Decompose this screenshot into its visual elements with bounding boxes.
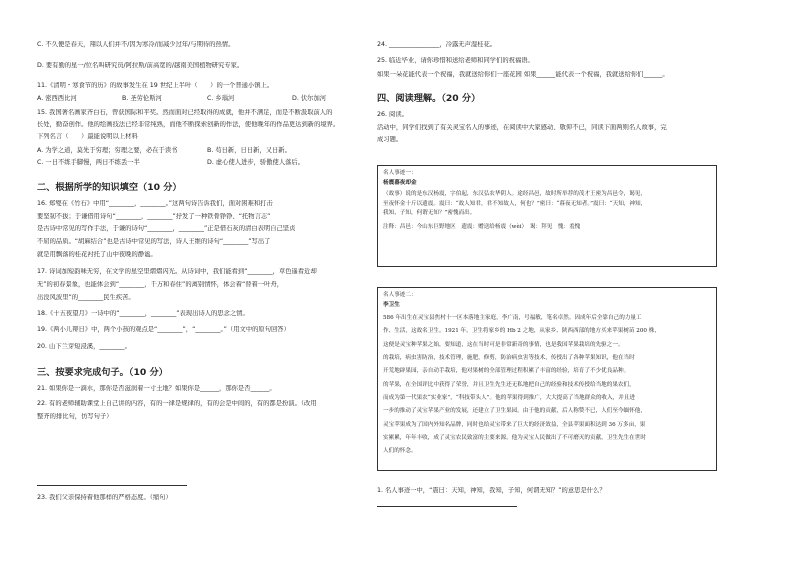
question-21: 21. 如果你是一滴水，那你是否滋润着一寸土地？如果你是______，那你是否______。 — [37, 385, 276, 393]
intro-line2: 成习题。 — [377, 136, 403, 144]
q11-option-d[interactable]: D. 伏尔加河 — [292, 95, 327, 103]
q11-option-a[interactable]: A. 密西西比河 — [37, 95, 77, 103]
q11-option-b[interactable]: B. 圣劳伦斯河 — [122, 95, 162, 103]
question-25-blank: 如果一朵花能代表一个祝福，我就送给你们一座花园 如果______能代表一个祝福，我就送给你们______。 — [377, 70, 669, 78]
story1-line3: 我知，子知，何谓无知？”密愧而出。 — [383, 210, 476, 217]
question-20: 20. 山下兰芽短浸溪，________。 — [37, 342, 131, 350]
q16-line5: 就是用飘落的桂花衬托了山中夜晚的静谧。 — [37, 251, 157, 259]
story2-line10: 实累累，年年丰收，成了灵宝农民致富的主要来源，他为灵宝人民做出了不可磨灭的贡献，卫生先生在世时 — [383, 434, 646, 441]
question-15-prompt: 下列名言（ ）最能说明以上材料 — [37, 133, 138, 141]
question-24: 24. ________________，冷露无声湿桂花。 — [377, 41, 497, 48]
option-d-line: D. 要有勤的星一/位名叫研究员/阿拉斯/前高宽的/越南美国植物研究专家。 — [37, 62, 244, 70]
story-box-1 — [377, 165, 717, 267]
story2-line6: 的苹果，在全国评比中获得了荣誉，并且卫生先生还无私地把自己的经验和技术传授给当地的果农们， — [383, 381, 635, 388]
q16-line1: 16. 郑燮在《竹石》中用“________，________。”这两句诗告诉我们，面对困难和打击 — [37, 199, 273, 207]
answer-line-22[interactable] — [37, 485, 187, 486]
q17-line2: 无”的初春景象，也能体会到“________，千万和春住”的离别情怀，体会着“替着一叶舟， — [37, 280, 284, 288]
q17-line1: 17. 诗词加短韵味无穷，在文学的星空里熠熠闪光。从诗词中，我们能看到“________，草色遥看近却 — [37, 267, 317, 275]
story1-title: 杨震暮夜却金 — [383, 179, 417, 186]
q11-options — [37, 95, 377, 103]
story2-line4: 的栽培，病虫害防治，技术管理，施肥，修剪，防治病虫害等技术，传授出了各种苹果知识，他在当时 — [383, 355, 635, 362]
q16-line3: 是古诗中常见的写作手法，于谦的诗句“________，________”正是借石灰的清白表明自己坚贞 — [37, 225, 296, 233]
q15-option-d[interactable]: D. 虚心使人进步，骄傲使人落后。 — [207, 159, 305, 167]
story-box-2 — [377, 287, 717, 471]
q16-line2: 要坚韧不拔；于谦借用诗句“________，________”抒发了一种铁骨铮铮、“托物言志” — [37, 212, 271, 220]
question-26-title: 26. 阅读。 — [377, 111, 408, 119]
q15-option-a[interactable]: A. 为学之道，莫先于穷理；穷理之要，必在于读书 — [37, 146, 178, 154]
answer-line-1[interactable] — [377, 506, 517, 507]
q15-option-b[interactable]: B. 苟日新，日日新，又日新。 — [207, 146, 291, 154]
story1-line1: （故事）说的是东汉杨震，字伯起，东汉弘农华阴人。途经昌邑，故时所举荐的茂才王密为昌邑令，谒见， — [383, 191, 646, 198]
story1-heading: 名人事迹一： — [383, 170, 417, 176]
question-11: 11.《清明・寒食节的历》的故事发生在 19 世纪上半叶（ ）的一个普通小镇上。 — [37, 81, 274, 89]
question-19: 19.《两小儿辩日》中，两个小孩的观点是“________”，“________。”（用文中的原句回答） — [37, 326, 290, 334]
story2-title: 李卫生 — [383, 301, 400, 308]
section-4-title: 四、阅读理解。（20 分） — [377, 93, 481, 105]
reading-question-1: 1. 名人事迹一中，“震曰：天知，神知，我知，子知，何谓无知？”的意思是什么？ — [377, 487, 606, 494]
story2-line5: 开荒地辟果园，亲自动手栽培，他对果树的全部管理过程积累了丰富的经验，培育了不少优良品种。 — [383, 368, 630, 375]
story2-line11: 人们的怀念。 — [383, 448, 417, 455]
story2-line9: 灵宝苹果成为了国内外知名品牌，同时也给灵宝带来了巨大的经济效益，全县苹果面积达到 36 万多亩，果 — [383, 421, 646, 428]
intro-line1: 活动中，同学们找到了有关灵宝名人的事迹，在阅读中大家感动、敬仰不已，同读下面两则名人故事，完 — [377, 123, 667, 131]
q16-line4: 不屈的品质。“胡麻结合”也是古诗中常见的写法，诗人王维的诗句“________”写出了 — [37, 238, 271, 246]
section-2-title: 二、根据所学的知识填空（10 分） — [37, 181, 182, 193]
question-25: 25. 临近毕业，请你珍惜和送给老师和同学们的祝福语。 — [377, 57, 534, 65]
question-22-line1: 22. 有的老师辅助课堂上自己讲的内容，有的一律是规律的，有的会是中间的，有的都是扮演。（改用 — [37, 399, 317, 407]
q11-option-c[interactable]: C. 乡瑙河 — [207, 95, 235, 103]
question-22-line2: 整齐的排比句，仿写句子） — [37, 412, 113, 420]
q15-option-c[interactable]: C. 一日不练手脚慢，两日不练丢一半 — [37, 159, 140, 167]
story2-heading: 名人事迹二： — [383, 292, 417, 298]
q15-options-row1 — [37, 147, 377, 155]
story2-line3: 这便是灵宝种苹果之始，要知道，这在当时可是非常新奇的事情，也是我国苹果栽培的先驱之一。 — [383, 341, 624, 348]
q15-options-row2 — [37, 159, 377, 167]
question-15-line2: 长处，勤奋创作。他的绘画技法已经非常纯熟，而他不断探索创新的作法，使他晚年的作品更达到新的境界。 — [37, 121, 340, 129]
story1-line2: 至夜怀金十斤以遗震。震曰：“故人知君，君不知故人，何也？”密曰：“暮夜无知者。”震曰：“天知，神知， — [383, 200, 647, 207]
story2-line8: 一步的推动了灵宝苹果产业的发展，还建立了卫生果园。由于他的贡献，后人称赞不已，人们至今缅怀他， — [383, 408, 646, 415]
q17-line3: 出没风波里”的________民生疾苦。 — [37, 293, 135, 301]
question-18: 18.《十五夜望月》一诗中的“________，________”表现出诗人的思念之情。 — [37, 309, 249, 317]
section-2-body — [37, 200, 377, 351]
story2-line1: 586 年出生在灵宝县焦村十一区本落地主家庭，李广南，号福敏，笔名卓然。因成年后全靠自己的力量工 — [383, 315, 642, 322]
section-3-title: 三、按要求完成句子。（10 分） — [37, 367, 168, 379]
option-c-line: C. 不久便是春天，翔以人们并不/因为寒冷/而减少过年/与期待的热情。 — [37, 41, 235, 48]
story2-line7: 而成为第一代果农“实业家”，“科技带头人”。他的苹果得到推广，大大提高了当地群众的收入，并且进 — [383, 394, 635, 401]
story1-note: 注释：昌邑：今山东巨野地区 遗震：赠送给杨震（wèi） 谒：拜见 愧：羞愧 — [383, 223, 581, 230]
question-15-line1: 15. 我国著名画家齐白石，曾获国际和平奖。然而面对已经取得的成就，他并不满足，而是不断汲取前人的 — [37, 108, 333, 116]
story2-line2: 作、生活，这故名卫生。1921 年，卫生将家乡的 Hb 2 之地，从家乡、陕西西部的地方买来苹果树苗 200 株， — [383, 328, 660, 335]
question-23: 23. 我们父亲保持着他那样的严格态度。（缩句） — [37, 494, 172, 501]
